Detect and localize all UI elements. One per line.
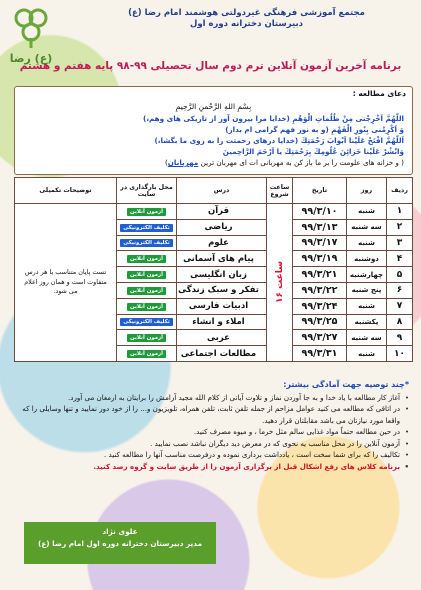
header-day: روز — [347, 178, 387, 204]
row-number: ۹ — [387, 330, 413, 346]
row-number: ۱۰ — [387, 346, 413, 362]
tip-item: • آزمون آنلاین را در محل مناسب یه نحوی که در معرض دید دیگران نباشد نصب نمایید . — [20, 438, 409, 449]
row-location — [117, 346, 177, 362]
tips-title: *چند توصیه جهت آمادگی بیشتر: — [283, 380, 409, 389]
row-location — [117, 330, 177, 346]
tip-item: • برنامه کلاس های رفع اشکال قبل از برگزاری آزمون را از طریق سایت و گروه رصد کنید. — [20, 461, 409, 472]
row-number: ۵ — [387, 267, 413, 283]
row-number: ۶ — [387, 282, 413, 298]
header-line: مجتمع آموزشی فرهنگی غیردولتی هوشمند امام رضا (ع) — [128, 8, 365, 18]
prayer-text-end: ) — [164, 158, 168, 167]
study-prayer-box — [14, 86, 413, 175]
row-date: ۹۹/۳/۳۱ — [293, 346, 347, 362]
prayer-text: ( و خزانه های علومت را بر ما باز کن به مهربانی ات ای مهربان ترین — [198, 158, 404, 167]
online-exam-badge[interactable]: آزمون آنلاین — [127, 350, 166, 358]
row-day: دوشنبه — [347, 251, 387, 267]
row-location — [117, 267, 177, 283]
header-notes: توضیحات تکمیلی — [15, 178, 117, 204]
row-day: شنبه — [347, 235, 387, 251]
row-date: ۹۹/۳/۲۷ — [293, 330, 347, 346]
start-time-value: ساعت ۱۶ — [274, 261, 285, 304]
row-date: ۹۹/۳/۲۲ — [293, 282, 347, 298]
header-upload-location: محل بارگذاری در سایت — [117, 178, 177, 204]
e-assignment-badge[interactable]: تکلیف الکترونیکی — [120, 239, 173, 247]
row-subject: ریاضی — [177, 219, 267, 235]
row-date: ۹۹/۳/۲۴ — [293, 298, 347, 314]
leaf-logo-icon — [13, 8, 49, 48]
row-day: چهارشنبه — [347, 267, 387, 283]
tip-item: • در اتاقی که مطالعه می کنید عوامل مزاحم از جمله تلفن ثابت، تلفن همراه، تلویزیون و... را از خود دور نمایید و تنها وسایلی را که واقعا مورد نیازتان می باشد مقابلتان قرار دهید. — [20, 403, 409, 426]
exam-schedule-table — [14, 177, 413, 362]
e-assignment-badge[interactable]: تکلیف الکترونیکی — [120, 318, 173, 326]
principal-signature — [24, 522, 216, 564]
row-day: شنبه — [347, 346, 387, 362]
row-date: ۹۹/۳/۱۹ — [293, 251, 347, 267]
row-subject: تفکر و سبک زندگی — [177, 282, 267, 298]
prayer-highlight: مهربانان — [167, 158, 199, 167]
row-number: ۱ — [387, 204, 413, 220]
row-subject: املاء و انشاء — [177, 314, 267, 330]
row-subject: زبان انگلیسی — [177, 267, 267, 283]
online-exam-badge[interactable]: آزمون آنلاین — [127, 271, 166, 279]
row-number: ۲ — [387, 219, 413, 235]
page-title: برنامه آخرین آزمون آنلاین ترم دوم سال تحصیلی ۹۹-۹۸ پایه هفتم و هشتم — [19, 60, 402, 72]
tips-list — [20, 392, 409, 472]
row-number: ۴ — [387, 251, 413, 267]
row-date: ۹۹/۳/۱۷ — [293, 235, 347, 251]
tip-item: • آغاز کار مطالعه با یاد خدا و به جا آوردن نماز و تلاوت آیاتی از کلام الله مجید آرامش را برایتان به ارمغان می آورد. — [20, 392, 409, 403]
row-location — [117, 282, 177, 298]
header-subject: درس — [177, 178, 267, 204]
row-day: شنبه — [347, 204, 387, 220]
principal-name: علوی نژاد — [102, 527, 138, 536]
online-exam-badge[interactable]: آزمون آنلاین — [127, 303, 166, 311]
row-day: پنج شنبه — [347, 282, 387, 298]
row-day: شنبه — [347, 298, 387, 314]
table-header-row — [15, 178, 413, 204]
row-number: ۸ — [387, 314, 413, 330]
online-exam-badge[interactable]: آزمون آنلاین — [127, 208, 166, 216]
prayer-line: اللّهُمَّ اَخْرِجْنى مِنْ ظُلُماتِ الْوَهْمِ (خدایا مرا بیرون آور از تاریکی های وهم،) — [143, 114, 404, 123]
online-exam-badge[interactable]: آزمون آنلاین — [127, 334, 166, 342]
tip-item: • در حین مطالعه حتماً مواد غذایی سالم مثل خرما ، و میوه مصرف کنید. — [20, 426, 409, 437]
online-exam-badge[interactable]: آزمون آنلاین — [127, 287, 166, 295]
row-location — [117, 219, 177, 235]
prayer-line: وَ اَكْرِمْنى بِنُورِ الْفَهْمِ (و به نور فهم گرامی ام بدار) — [225, 125, 404, 134]
row-subject: عربی — [177, 330, 267, 346]
online-exam-badge[interactable]: آزمون آنلاین — [127, 255, 166, 263]
row-date: ۹۹/۳/۱۰ — [293, 204, 347, 220]
row-date: ۹۹/۳/۲۱ — [293, 267, 347, 283]
start-time-cell — [267, 204, 293, 362]
row-location — [117, 298, 177, 314]
row-subject: پیام های آسمانی — [177, 251, 267, 267]
header-date: تاریخ — [293, 178, 347, 204]
prayer-last-line — [23, 158, 404, 167]
notes-cell: تست پایان متناسب با هر درس متفاوت است و همان روز اعلام می شود. — [15, 204, 117, 362]
prayer-line: وَانْشُرْ عَلَيْنا خَزائِنَ عُلُومِكَ بِرَحْمَتِكَ يا اَرْحَمَ الرَّاحِمينَ — [222, 147, 404, 156]
row-subject: ادبیات فارسی — [177, 298, 267, 314]
row-location — [117, 235, 177, 251]
row-location — [117, 251, 177, 267]
header-row-number: ردیف — [387, 178, 413, 204]
principal-role: مدیر دبیرستان دخترانه دوره اول امام رضا (ع) — [37, 538, 203, 548]
row-subject: قرآن — [177, 204, 267, 220]
tip-item: • تکالیف را که برای شما سخت است ، یادداشت برداری نموده و درفرصت مناسب آنها را مطالعه کنید . — [20, 449, 409, 460]
basmala: بِسْمِ اللهِ الرَّحْمنِ الرَّحِيمِ — [175, 102, 252, 111]
row-day: یکشنبه — [347, 314, 387, 330]
header-line: دبیرستان دخترانه دوره اول — [189, 19, 304, 30]
row-location — [117, 314, 177, 330]
row-date: ۹۹/۳/۲۵ — [293, 314, 347, 330]
header-start-time: ساعت شروع — [267, 178, 293, 204]
row-date: ۹۹/۳/۱۳ — [293, 219, 347, 235]
school-header — [80, 8, 413, 31]
row-day: سه شنبه — [347, 330, 387, 346]
row-number: ۷ — [387, 298, 413, 314]
row-subject: علوم — [177, 235, 267, 251]
table-row — [15, 204, 413, 220]
row-location — [117, 204, 177, 220]
prayer-heading: دعای مطالعه : — [352, 89, 406, 98]
e-assignment-badge[interactable]: تکلیف الکترونیکی — [120, 224, 173, 232]
row-subject: مطالعات اجتماعی — [177, 346, 267, 362]
row-day: سه شنبه — [347, 219, 387, 235]
logo-text: (ع) رضا — [9, 52, 53, 65]
prayer-line: اَللّهُمَّ افْتَحْ عَلَيْنا اَبْوابَ رَحْمَتِكَ (خدایا درهای رحمتت را به روی ما بگشا،) — [154, 136, 404, 145]
row-number: ۳ — [387, 235, 413, 251]
